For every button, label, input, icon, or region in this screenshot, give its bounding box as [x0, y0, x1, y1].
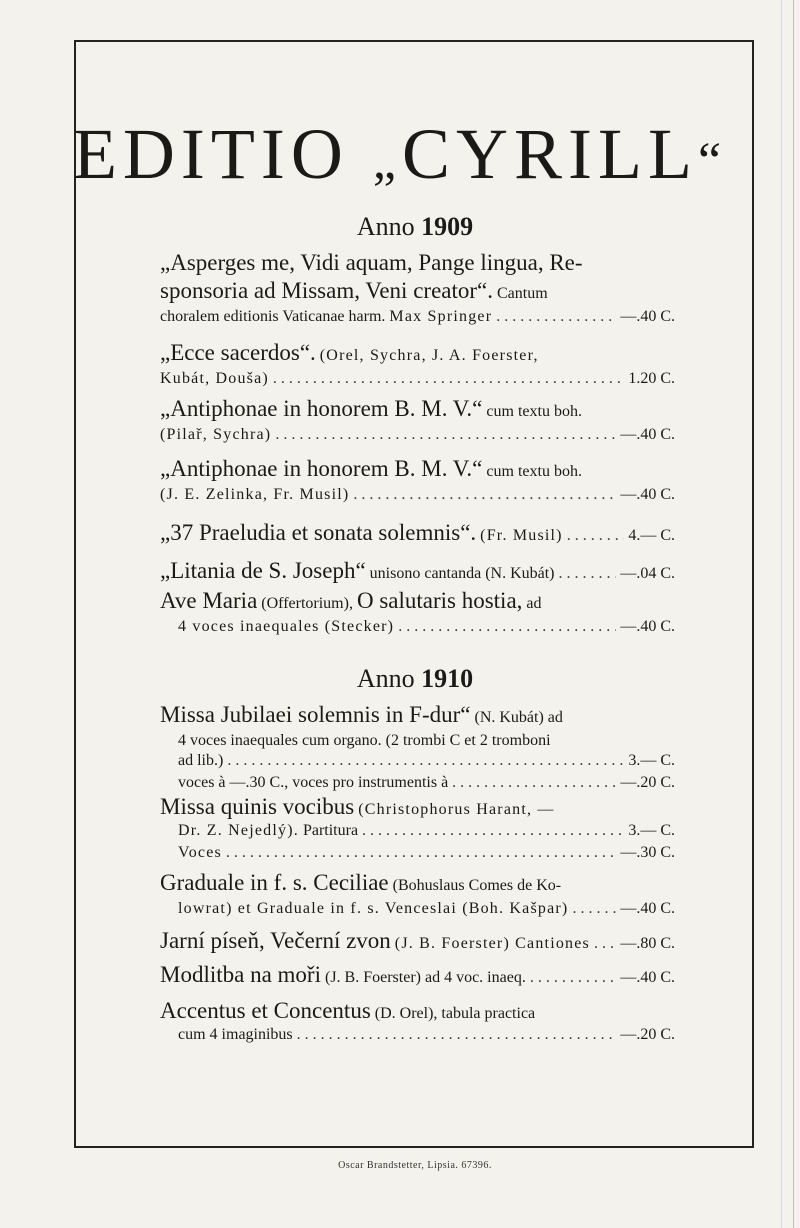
- dot-leader: [353, 484, 616, 506]
- entry-price-row: [160, 368, 675, 390]
- dot-leader: [594, 933, 616, 955]
- year-label: Anno: [356, 212, 415, 241]
- title-close-quote: “: [697, 133, 728, 190]
- entry-text: Missa Jubilaei solemnis in F-dur“: [160, 702, 471, 727]
- page-title: [0, 114, 800, 194]
- title-name: CYRILL: [401, 114, 698, 194]
- price: —.20 C.: [620, 1026, 675, 1043]
- entry-text: „Antiphonae in honorem B. M. V.“: [160, 456, 483, 481]
- dot-leader: [362, 820, 624, 842]
- dot-leader: [572, 898, 616, 920]
- entry-text: choralem editionis Vaticanae harm.: [160, 308, 386, 325]
- entry-text: Accentus et Concentus: [160, 998, 371, 1023]
- entry-line: [160, 590, 675, 615]
- entry-text: „37 Praeludia et sonata solemnis“.: [160, 520, 477, 545]
- price: —.40 C.: [620, 308, 675, 325]
- entry-price-row: [178, 750, 675, 772]
- entry-text: ad lib.): [178, 752, 224, 769]
- entry-price-row: [178, 1024, 675, 1046]
- entry-price-row: [178, 772, 675, 794]
- dot-leader: [227, 750, 624, 772]
- entry-text: O salutaris hostia,: [356, 588, 523, 613]
- price: 3.— C.: [628, 752, 675, 769]
- entry-text: cum textu boh.: [486, 463, 582, 480]
- year-label: Anno: [356, 664, 415, 693]
- entry-line: [160, 704, 675, 729]
- entry-text: Jarní píseň, Večerní zvon: [160, 928, 391, 953]
- entry-line: [160, 872, 675, 897]
- entry-price-row: [178, 820, 675, 842]
- price: —.40 C.: [620, 618, 675, 635]
- entry-text: 4 voces inaequales (Stecker): [178, 618, 395, 635]
- price: —.40 C.: [620, 486, 675, 503]
- entry-text: Voces: [178, 844, 222, 861]
- entry-text: Kubát, Douša): [160, 370, 269, 387]
- entry-text: lowrat) et Graduale in f. s. Venceslai (Boh. Kašpar): [178, 900, 569, 917]
- dot-leader: [275, 424, 616, 446]
- entry-text: Missa quinis vocibus: [160, 794, 355, 819]
- entry-price-row: [160, 522, 675, 547]
- entry-text: Max Springer: [389, 308, 493, 325]
- dot-leader: [452, 772, 616, 794]
- price: 1.20 C.: [628, 370, 675, 387]
- dot-leader: [530, 967, 617, 989]
- entry-text: cum 4 imaginibus: [178, 1026, 293, 1043]
- entry-text: Graduale in f. s. Ceciliae: [160, 870, 389, 895]
- entry-text: unisono cantanda (N. Kubát): [369, 565, 555, 582]
- entry-text: voces à —.30 C., voces pro instrumentis à: [178, 774, 449, 791]
- entry-text: (Bohuslaus Comes de Ko-: [392, 877, 562, 894]
- entry-text: (N. Kubát) ad: [474, 709, 563, 726]
- dot-leader: [398, 616, 616, 638]
- entry-line: [160, 1000, 675, 1025]
- entry-text: (J. B. Foerster) ad 4 voc. inaeq.: [324, 969, 526, 986]
- entry-text: Cantum: [497, 285, 548, 302]
- dot-leader: [496, 306, 616, 328]
- section-heading-1909: [0, 212, 800, 242]
- entry-text: (Offertorium),: [261, 595, 353, 612]
- entry-text: (Fr. Musil): [480, 527, 563, 544]
- entry-text: „Ecce sacerdos“.: [160, 340, 316, 365]
- price: —.40 C.: [620, 900, 675, 917]
- entry-price-row: [160, 930, 675, 955]
- entry-line: [160, 796, 675, 821]
- price: —.20 C.: [620, 774, 675, 791]
- entry-line: [160, 458, 675, 483]
- entry-text: Partitura: [302, 822, 359, 839]
- section-heading-1910: [0, 664, 800, 694]
- entry-text: (Christophorus Harant, —: [358, 801, 555, 818]
- printer-imprint: Oscar Brandstetter, Lipsia. 67396.: [338, 1160, 492, 1171]
- entry-text: (J. E. Zelinka, Fr. Musil): [160, 486, 350, 503]
- dot-leader: [567, 525, 625, 547]
- entry-price-row: [160, 424, 675, 446]
- entry-line: [160, 398, 675, 423]
- entry-line: [178, 730, 675, 752]
- entry-price-row: [160, 560, 675, 585]
- price: —.80 C.: [620, 935, 675, 952]
- title-open-quote: „: [372, 133, 402, 190]
- entry-price-row: [160, 964, 675, 989]
- year-value: 1909: [421, 212, 474, 241]
- dot-leader: [559, 563, 617, 585]
- price: 4.— C.: [628, 527, 675, 544]
- entry-text: (J. B. Foerster) Cantiones: [394, 935, 590, 952]
- dot-leader: [226, 842, 616, 864]
- entry-price-row: [178, 616, 675, 638]
- entry-line: [160, 342, 675, 367]
- entry-line: [160, 280, 675, 305]
- price: 3.— C.: [628, 822, 675, 839]
- dot-leader: [297, 1024, 617, 1046]
- entry-text: Modlitba na moři: [160, 962, 321, 987]
- entry-price-row: [178, 898, 675, 920]
- entry-text: „Antiphonae in honorem B. M. V.“: [160, 396, 483, 421]
- entry-text: Dr. Z. Nejedlý).: [178, 822, 299, 839]
- year-value: 1910: [421, 664, 474, 693]
- entry-line: [160, 252, 675, 274]
- entry-price-row: [160, 306, 675, 328]
- dot-leader: [273, 368, 624, 390]
- entry-text: (Pilař, Sychra): [160, 426, 272, 443]
- title-main: EDITIO: [72, 114, 373, 194]
- entry-text: 4 voces inaequales cum organo. (2 trombi C et 2 tromboni: [178, 732, 551, 749]
- entry-price-row: [178, 842, 675, 864]
- entry-text: „Litania de S. Joseph“: [160, 558, 366, 583]
- entry-text: ad: [526, 595, 542, 612]
- entry-price-row: [160, 484, 675, 506]
- entry-text: sponsoria ad Missam, Veni creator“.: [160, 278, 493, 303]
- entry-text: „Asperges me, Vidi aquam, Pange lingua, Re-: [160, 250, 583, 275]
- entry-text: Ave Maria: [160, 588, 258, 613]
- entry-text: cum textu boh.: [486, 403, 582, 420]
- price: —.40 C.: [620, 969, 675, 986]
- price: —.30 C.: [620, 844, 675, 861]
- entry-text: (Orel, Sychra, J. A. Foerster,: [319, 347, 539, 364]
- price: —.40 C.: [620, 426, 675, 443]
- entry-text: (D. Orel), tabula practica: [374, 1005, 536, 1022]
- price: —.04 C.: [620, 565, 675, 582]
